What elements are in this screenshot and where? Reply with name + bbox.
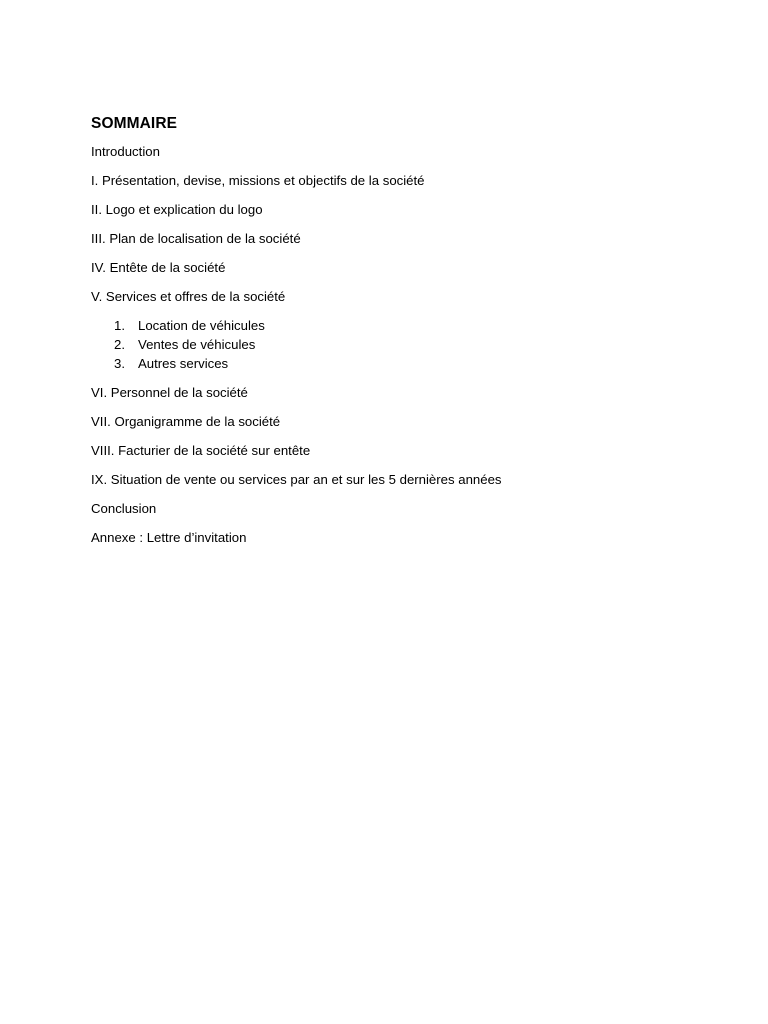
toc-entry: I. Présentation, devise, missions et objectifs de la société bbox=[91, 173, 425, 188]
toc-entry: IX. Situation de vente ou services par an et sur les 5 dernières années bbox=[91, 472, 502, 487]
toc-entry: VI. Personnel de la société bbox=[91, 385, 248, 400]
toc-subentry-label: Autres services bbox=[138, 356, 229, 371]
toc-subentry-label: Location de véhicules bbox=[138, 318, 265, 333]
toc-entry: Conclusion bbox=[91, 501, 157, 516]
toc-subentry bbox=[91, 316, 711, 335]
list-number: 1. bbox=[114, 318, 125, 333]
page-title: SOMMAIRE bbox=[91, 115, 178, 132]
list-number: 2. bbox=[114, 337, 125, 352]
list-number: 3. bbox=[114, 356, 125, 371]
toc-entry: VIII. Facturier de la société sur entête bbox=[91, 443, 311, 458]
toc-entry: III. Plan de localisation de la société bbox=[91, 231, 301, 246]
toc-subentry bbox=[91, 354, 711, 373]
toc-entry: V. Services et offres de la société bbox=[91, 289, 286, 304]
table-of-contents bbox=[91, 113, 711, 558]
toc-sublist bbox=[91, 316, 711, 373]
toc-entry: IV. Entête de la société bbox=[91, 260, 226, 275]
toc-entry: Introduction bbox=[91, 144, 160, 159]
toc-entry: II. Logo et explication du logo bbox=[91, 202, 263, 217]
toc-entry: VII. Organigramme de la société bbox=[91, 414, 281, 429]
toc-subentry-label: Ventes de véhicules bbox=[138, 337, 256, 352]
toc-entry: Annexe : Lettre d’invitation bbox=[91, 530, 247, 545]
toc-subentry bbox=[91, 335, 711, 354]
